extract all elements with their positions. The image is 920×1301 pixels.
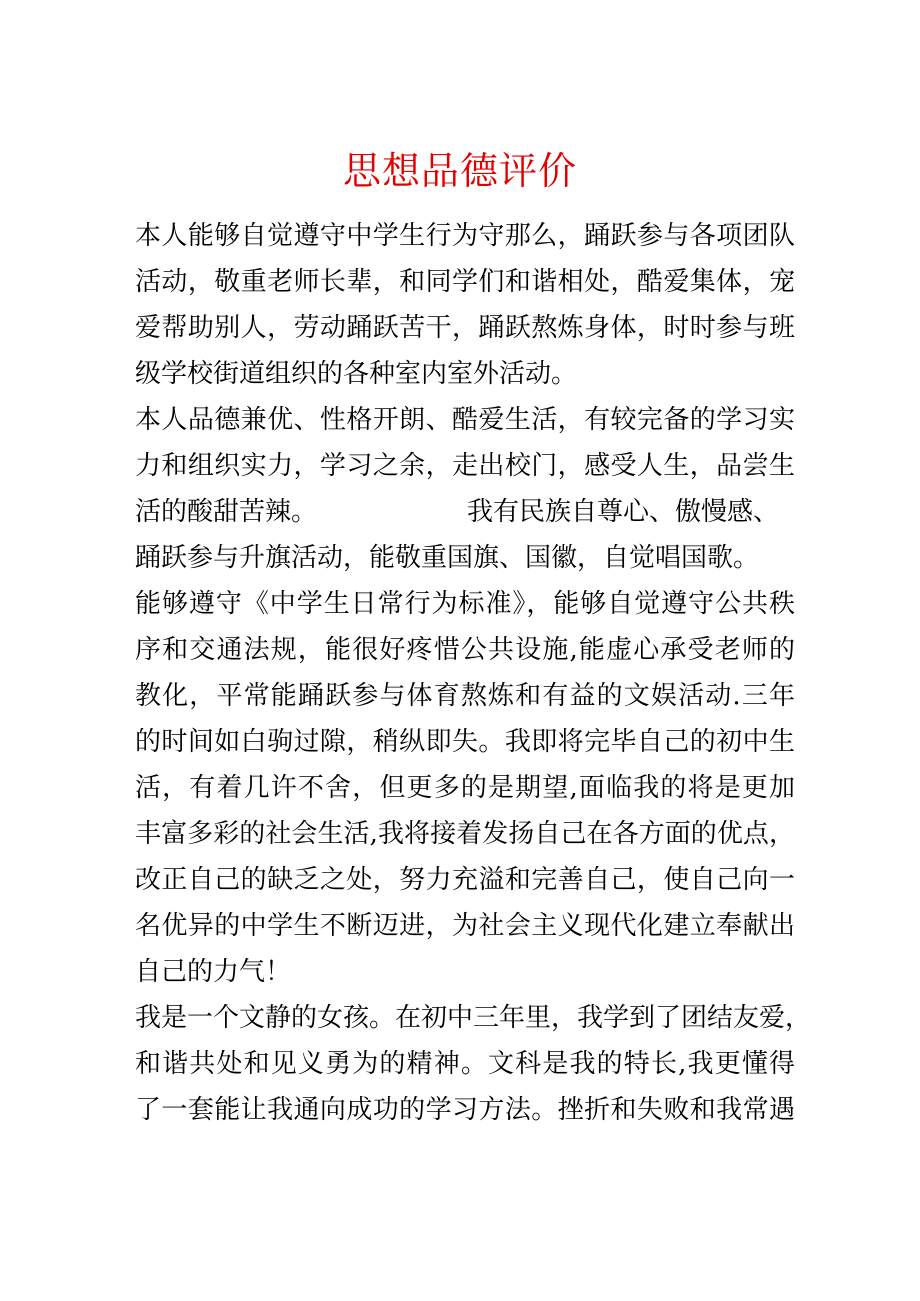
text-line: 序和交通法规，能很好疼惜公共设施,能虚心承受老师的	[135, 635, 795, 665]
text-line: 和谐共处和见义勇为的精神。文科是我的特长,我更懂得	[135, 1049, 795, 1079]
text-line: 改正自己的缺乏之处，努力充溢和完善自己，使自己向一	[135, 865, 795, 895]
text-line: 本人品德兼优、性格开朗、酷爱生活，有较完备的学习实	[135, 405, 795, 435]
text-line: 爱帮助别人，劳动踊跃苦干，踊跃熬炼身体，时时参与班	[135, 313, 795, 343]
text-line: 名优异的中学生不断迈进，为社会主义现代化建立奉献出	[135, 911, 795, 941]
text-line: 的时间如白驹过隙，稍纵即失。我即将完毕自己的初中生	[135, 727, 795, 757]
document-title: 思想品德评价	[342, 149, 577, 193]
text-line: 教化，平常能踊跃参与体育熬炼和有益的文娱活动.三年	[135, 681, 795, 711]
text-line: 了一套能让我通向成功的学习方法。挫折和失败和我常遇	[135, 1095, 795, 1125]
text-line-split	[135, 489, 795, 535]
text-segment: 活的酸甜苦辣。	[135, 497, 318, 527]
text-line: 丰富多彩的社会生活,我将接着发扬自己在各方面的优点，	[135, 819, 795, 849]
text-line: 本人能够自觉遵守中学生行为守那么，踊跃参与各项团队	[135, 221, 795, 251]
text-line: 级学校街道组织的各种室内室外活动。	[135, 359, 578, 389]
text-line: 自己的力气！	[135, 957, 292, 987]
text-line: 活，有着几许不舍，但更多的是期望,面临我的将是更加	[135, 773, 795, 803]
text-line: 力和组织实力，学习之余，走出校门，感受人生，品尝生	[135, 451, 795, 481]
text-segment: 我有民族自尊心、傲慢感、	[467, 497, 780, 527]
document-body	[135, 213, 812, 1133]
text-line: 活动，敬重老师长辈，和同学们和谐相处，酷爱集体，宠	[135, 267, 795, 297]
text-line: 我是一个文静的女孩。在初中三年里，我学到了团结友爱，	[135, 1003, 812, 1033]
text-line: 能够遵守《中学生日常行为标准》，能够自觉遵守公共秩	[135, 589, 795, 619]
text-line: 踊跃参与升旗活动，能敬重国旗、国徽，自觉唱国歌。	[135, 543, 760, 573]
